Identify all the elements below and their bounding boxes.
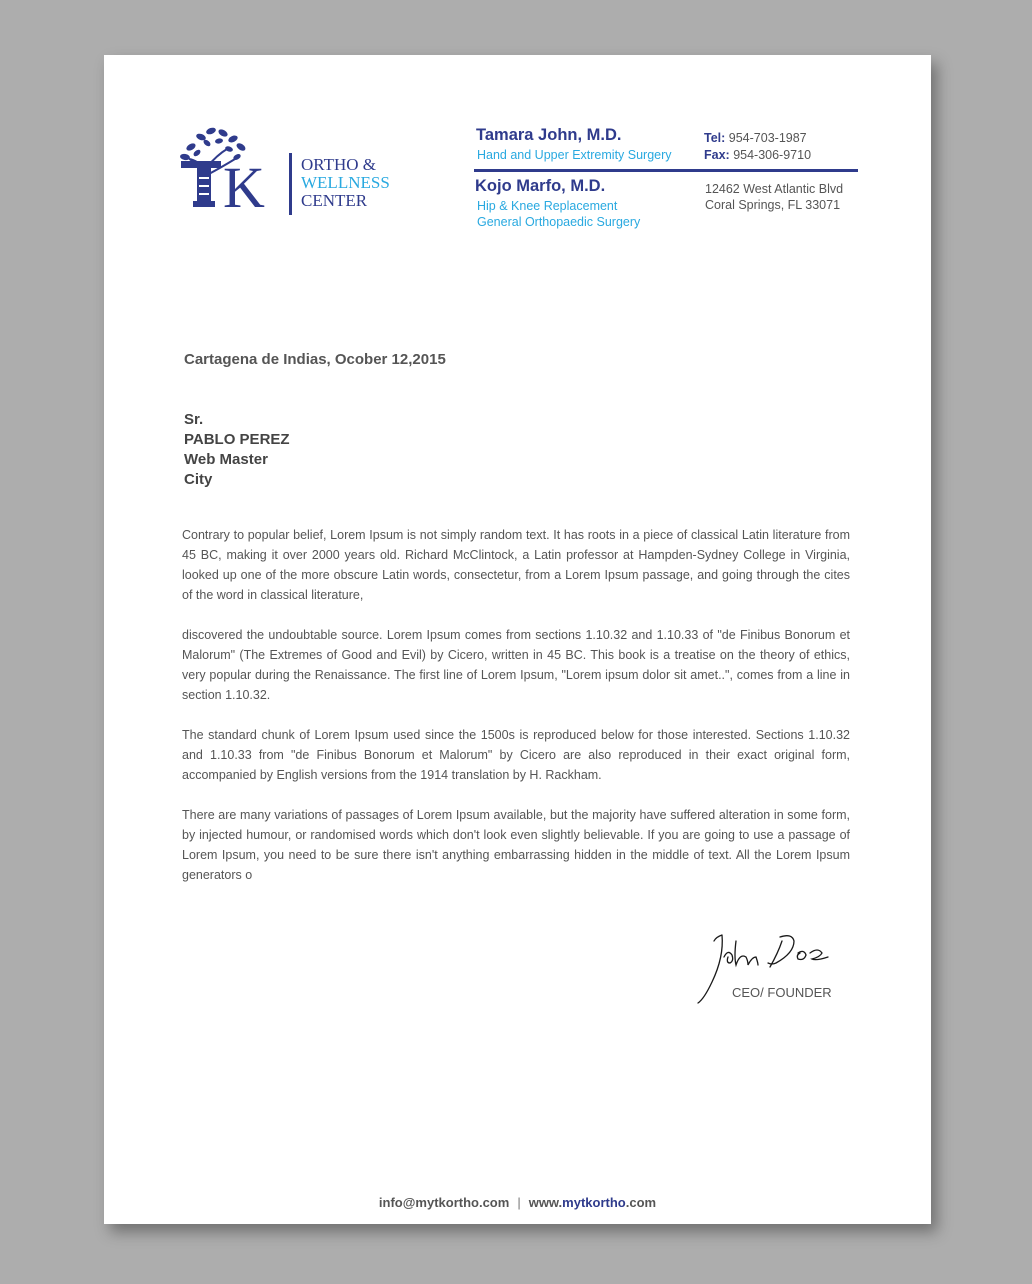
letterhead-page bbox=[104, 55, 931, 1224]
recipient-title: Web Master bbox=[184, 451, 268, 468]
web-prefix: www. bbox=[528, 1195, 563, 1210]
doctor-2-specialty-1: Hip & Knee Replacement bbox=[477, 199, 618, 213]
letter-date: Cartagena de Indias, Ocober 12,2015 bbox=[184, 351, 446, 368]
logo-divider bbox=[289, 153, 292, 215]
recipient-name: PABLO PEREZ bbox=[184, 431, 290, 448]
logo-wordmark bbox=[301, 156, 390, 210]
logo-line-2: WELLNESS bbox=[301, 173, 390, 192]
body-paragraph-4: There are many variations of passages of Lorem Ipsum available, but the majority have suffered alteration in some form, by injected humour, or randomised words which don't look even slightly believable. If you are going to use a passage of Lorem Ipsum, you need to be sure there isn't anything embarrassing hidden in the middle of text. All the Lorem Ipsum generators o bbox=[182, 808, 850, 882]
body-paragraph-3: The standard chunk of Lorem Ipsum used since the 1500s is reproduced below for those interested. Sections 1.10.32 and 1.10.33 from "de Finibus Bonorum et Malorum" by Cicero are also reproduced in their exact original form, accompanied by English versions from the 1914 translation by H. Rackham. bbox=[182, 728, 850, 782]
doctor-1-name: Tamara John, M.D. bbox=[476, 126, 622, 144]
recipient-city: City bbox=[184, 471, 213, 488]
header-divider bbox=[474, 169, 858, 172]
footer bbox=[104, 1195, 931, 1210]
body-paragraph-1: Contrary to popular belief, Lorem Ipsum is not simply random text. It has roots in a piece of classical Latin literature from 45 BC, making it over 2000 years old. Richard McClintock, a Latin professor at Hampden-Sydney College in Virginia, looked up one of the more obscure Latin words, consectetur, from a Lorem Ipsum passage, and going through the cites of the word in classical literature, bbox=[182, 528, 850, 602]
web-suffix: .com bbox=[625, 1195, 657, 1210]
svg-text:K: K bbox=[223, 155, 265, 220]
address-line-1: 12462 West Atlantic Blvd bbox=[705, 182, 844, 196]
footer-email[interactable]: info@mytkortho.com bbox=[378, 1195, 510, 1210]
tel-label: Tel: bbox=[704, 131, 726, 145]
company-logo bbox=[177, 125, 407, 220]
logo-line-3: CENTER bbox=[301, 191, 368, 210]
logo-line-1: ORTHO & bbox=[301, 155, 377, 174]
body-paragraph-2: discovered the undoubtable source. Lorem Ipsum comes from sections 1.10.32 and 1.10.33 of "de Finibus Bonorum et Malorum" (The Extremes of Good and Evil) by Cicero, written in 45 BC. This book is a treatise on the theory of ethics, very popular during the Renaissance. The first line of Lorem Ipsum, "Lorem ipsum dolor sit amet..", comes from a line in section 1.10.32. bbox=[182, 628, 850, 702]
doctor-1-specialty: Hand and Upper Extremity Surgery bbox=[477, 148, 672, 162]
tree-monogram-icon bbox=[177, 125, 287, 220]
tel-number: 954-703-1987 bbox=[728, 131, 807, 145]
contact-fax bbox=[704, 147, 811, 163]
recipient-block bbox=[184, 410, 290, 490]
recipient-salutation: Sr. bbox=[184, 411, 204, 428]
doctor-2-specialty-2: General Orthopaedic Surgery bbox=[477, 215, 641, 229]
footer-separator: | bbox=[517, 1195, 521, 1210]
footer-website[interactable] bbox=[529, 1195, 656, 1210]
address-line-2: Coral Springs, FL 33071 bbox=[705, 198, 841, 212]
doctor-2-name: Kojo Marfo, M.D. bbox=[475, 177, 606, 195]
web-domain: mytkortho bbox=[562, 1195, 626, 1210]
fax-label: Fax: bbox=[704, 148, 730, 162]
fax-number: 954-306-9710 bbox=[733, 148, 812, 162]
contact-tel bbox=[704, 130, 807, 146]
signature-title: CEO/ FOUNDER bbox=[732, 985, 832, 1000]
